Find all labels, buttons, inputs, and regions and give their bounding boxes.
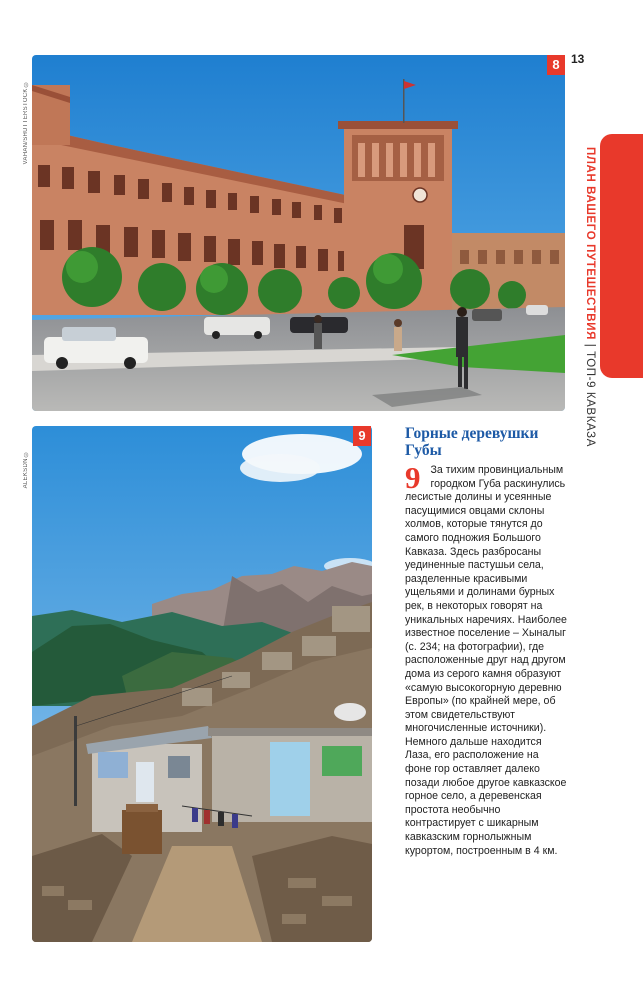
photo-yerevan-square: [32, 55, 565, 411]
running-header-section: ТОП-9 КАВКАЗА: [584, 351, 596, 447]
article-number: 9: [405, 460, 421, 495]
article-text: За тихим провинциальным городком Губа раскинулись лесистые долины и усеянные пасущимися овцами склоны холмов, которые тянутся до самого подножия Большого Кавказа. Здесь разбросаны уединенные пастушьи села, разделенные красивыми ущельями и долинами бурных рек, в некоторых говорят на уникальных наречиях. Наиболее известное поселение – Хыналыг (с. 234; на фотографии), где расположенные друг над другом дома из серого камня образуют «самую высокогорную деревню Европы» (по крайней мере, об этом свидетельствуют многочисленные источники). Немного дальше находится Лаза, его расположение на фоне гор оставляет далеко позади любое другое кавказское горное село, а деревенская простота необычно контрастирует с шикарным кавказским горнолыжным курортом, построенным в 4 км.: [405, 464, 567, 857]
photo1-badge: 8: [547, 55, 565, 75]
article-body: [405, 460, 567, 858]
photo-mountain-village: [32, 426, 372, 942]
running-header-chapter: ПЛАН ВАШЕГО ПУТЕШЕСТВИЯ: [584, 147, 596, 340]
article-title: Горные деревушки Губы: [405, 425, 539, 459]
photo2-credit: ALEKSDN ©: [23, 450, 29, 489]
photo-yerevan-image: [32, 55, 565, 411]
section-tab-marker: [600, 134, 643, 378]
photo1-credit: VAHAN/SHUTTERSTOCK ©: [23, 80, 29, 165]
running-header-separator: |: [584, 343, 596, 348]
page-number: 13: [571, 52, 585, 66]
running-header: [574, 147, 596, 467]
photo-village-image: [32, 426, 372, 942]
photo2-badge: 9: [353, 426, 371, 446]
